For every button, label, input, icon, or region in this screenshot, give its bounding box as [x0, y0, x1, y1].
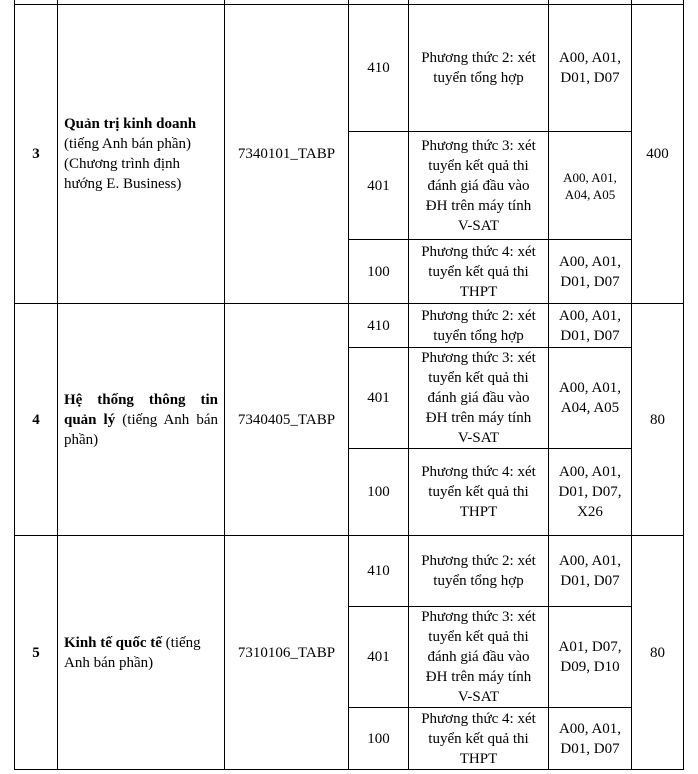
method-desc: Phương thức 3: xét tuyển kết quả thi đánh giá đầu vào ĐH trên máy tính V-SAT — [421, 609, 536, 705]
combos-cell — [548, 448, 632, 536]
method-code-cell — [348, 239, 409, 304]
method-code: 401 — [367, 177, 390, 194]
method-desc-cell — [408, 448, 549, 536]
method-desc-cell — [408, 303, 549, 348]
method-code-cell — [348, 448, 409, 536]
quota-cell — [631, 535, 684, 770]
combos: A00, A01, D01, D07 — [558, 307, 622, 344]
combos: A00, A01, D01, D07 — [558, 720, 622, 757]
major-note: (tiếng Anh bán phần) (Chương trình định hướng E. Business) — [64, 136, 192, 192]
combos-cell — [548, 707, 632, 770]
method-code: 401 — [367, 390, 390, 406]
stt-number: 3 — [32, 146, 40, 162]
combos-cell — [548, 239, 632, 304]
method-code: 100 — [367, 263, 390, 280]
method-code-cell — [348, 707, 409, 770]
method-desc: Phương thức 3: xét tuyển kết quả thi đánh giá đầu vào ĐH trên máy tính V-SAT — [421, 350, 536, 446]
combos-cell — [548, 606, 632, 708]
quota: 80 — [650, 644, 665, 661]
method-code: 401 — [367, 649, 390, 665]
program-code-cell — [224, 303, 349, 536]
quota: 80 — [650, 411, 665, 428]
combos: A00, A01, D01, D07, X26 — [558, 464, 622, 520]
combos: A00, A01, D01, D07 — [558, 50, 622, 86]
method-desc: Phương thức 2: xét tuyển tổng hợp — [421, 50, 536, 86]
method-code: 410 — [367, 60, 390, 76]
method-desc: Phương thức 2: xét tuyển tổng hợp — [421, 307, 536, 344]
major-text — [64, 633, 218, 673]
program-code: 7340101_TABP — [237, 146, 336, 162]
combos: A00, A01, D01, D07 — [558, 253, 622, 290]
major-name: Kinh tế quốc tế — [64, 634, 162, 651]
program-code-cell — [224, 535, 349, 770]
combos-cell — [548, 535, 632, 607]
method-code: 410 — [367, 563, 390, 579]
stt-cell — [14, 303, 58, 536]
quota-cell — [631, 303, 684, 536]
method-desc-cell — [408, 347, 549, 449]
method-code-cell — [348, 535, 409, 607]
stt-cell — [14, 4, 58, 304]
method-desc-cell — [408, 239, 549, 304]
method-desc: Phương thức 2: xét tuyển tổng hợp — [421, 553, 536, 589]
method-desc: Phương thức 4: xét tuyển kết quả thi THPT — [421, 243, 536, 300]
combos-cell — [548, 131, 632, 240]
method-desc-cell — [408, 535, 549, 607]
quota: 400 — [646, 146, 669, 162]
method-desc-cell — [408, 707, 549, 770]
stt-number: 5 — [32, 644, 40, 661]
method-desc: Phương thức 3: xét tuyển kết quả thi đánh giá đầu vào ĐH trên máy tính V-SAT — [421, 137, 536, 234]
quota-cell — [631, 4, 684, 304]
method-code-cell — [348, 131, 409, 240]
program-code: 7340405_TABP — [237, 411, 336, 428]
combos: A00, A01, D01, D07 — [558, 553, 622, 589]
method-code: 100 — [367, 484, 390, 500]
major-note: (tiếng Anh bán phần) — [64, 634, 201, 671]
combos: A00, A01, A04, A05 — [563, 169, 617, 202]
combos-cell — [548, 347, 632, 449]
method-code-cell — [348, 347, 409, 449]
major-name: Quản trị kinh doanh — [64, 116, 197, 132]
method-code-cell — [348, 606, 409, 708]
combos: A00, A01, A04, A05 — [558, 380, 622, 416]
program-code: 7310106_TABP — [237, 644, 336, 661]
combos-cell — [548, 4, 632, 132]
method-code: 100 — [367, 730, 390, 747]
combos: A01, D07, D09, D10 — [558, 639, 622, 675]
method-desc-cell — [408, 4, 549, 132]
major-cell — [57, 303, 225, 536]
method-code-cell — [348, 303, 409, 348]
method-code: 410 — [367, 317, 390, 334]
major-cell — [57, 535, 225, 770]
major-text — [64, 390, 218, 450]
method-desc: Phương thức 4: xét tuyển kết quả thi THPT — [421, 464, 536, 520]
combos-cell — [548, 303, 632, 348]
program-code-cell — [224, 4, 349, 304]
major-note: (tiếng Anh bán phần) — [64, 411, 219, 448]
major-text — [64, 114, 218, 194]
method-desc: Phương thức 4: xét tuyển kết quả thi THPT — [421, 710, 536, 767]
method-desc-cell — [408, 131, 549, 240]
stt-cell — [14, 535, 58, 770]
method-desc-cell — [408, 606, 549, 708]
major-cell — [57, 4, 225, 304]
stt-number: 4 — [32, 411, 40, 428]
method-code-cell — [348, 4, 409, 132]
major-name: Hệ thống thông tin quản lý — [64, 391, 218, 428]
